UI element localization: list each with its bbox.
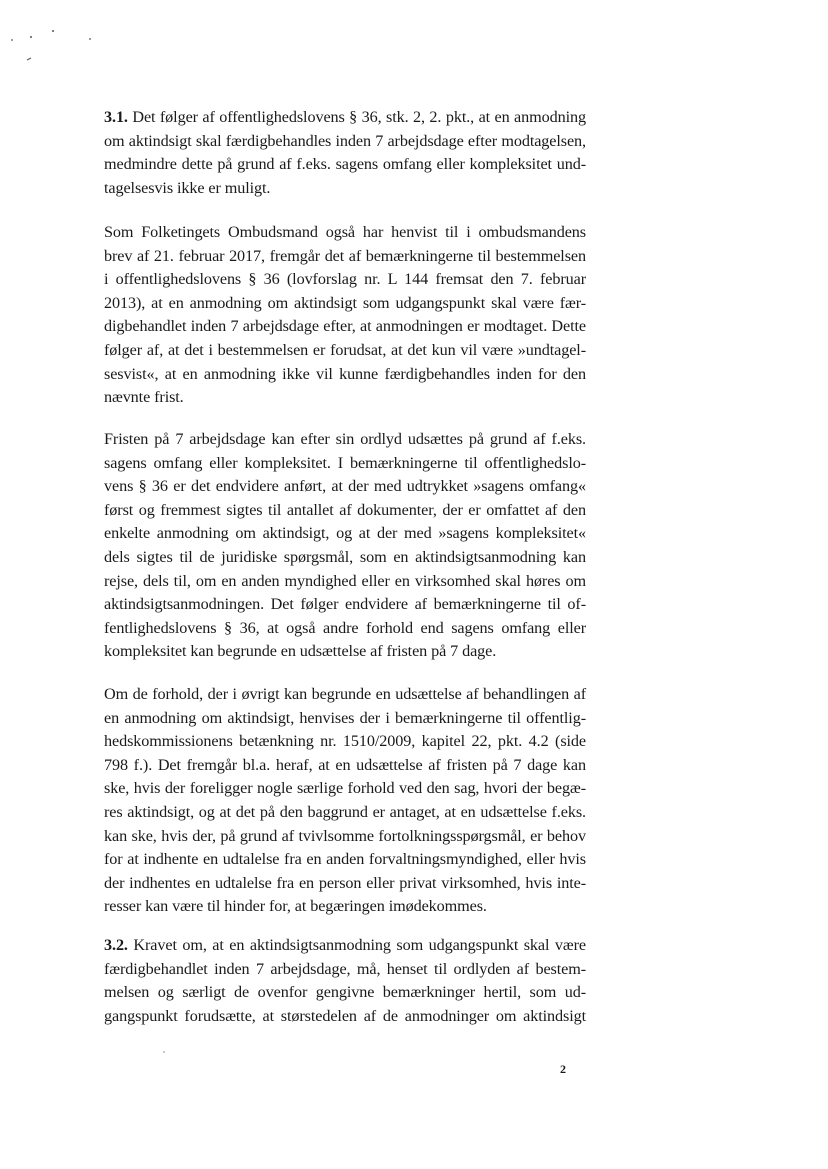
text-line: res aktindsigt, og at det på den baggrund er antaget, at en udsættelse f.eks. <box>104 802 586 821</box>
text-line: vens § 36 er det endvidere anført, at der med udtrykket »sagens omfang« <box>104 477 586 496</box>
text-line: kompleksitet kan begrunde en udsættelse af fristen på 7 dage. <box>104 642 497 661</box>
text-line: rejse, dels til, om en anden myndighed eller en virksomhed skal høres om <box>104 571 586 590</box>
text-line: fentlighedslovens § 36, at også andre forhold end sagens omfang eller <box>104 618 586 637</box>
text-line <box>104 934 586 958</box>
text-line: der indhentes en udtalelse fra en person eller privat virksomhed, hvis inte- <box>104 873 586 892</box>
text-line: Om de forhold, der i øvrigt kan begrunde en udsættelse af behandlingen af <box>104 685 586 703</box>
paragraph-other-circumstances <box>104 683 586 919</box>
text-line: sesvist«, at en anmodning ikke vil kunne færdigbehandles inden for den <box>104 364 586 383</box>
page-number: 2 <box>560 1062 566 1076</box>
paragraph-ombudsman <box>104 221 586 410</box>
text-line: nævnte frist. <box>104 388 184 407</box>
paragraph-3-1 <box>104 106 586 200</box>
text-line: enkelte anmodning om aktindsigt, og at der med »sagens kompleksitet« <box>104 524 586 543</box>
text-line-content: Kravet om, at en aktindsigtsanmodning som udgangspunkt skal være <box>133 936 586 954</box>
text-line: ske, hvis der foreligger nogle særlige forhold ved den sag, hvori der begæ- <box>104 779 586 798</box>
text-line: melsen og særligt de ovenfor gengivne bemærkninger hertil, som ud- <box>104 983 586 1002</box>
text-line: følger af, at det i bestemmelsen er forudsat, at det kun vil være »undtagel- <box>104 340 586 359</box>
text-line <box>104 106 586 130</box>
text-line: dels sigtes til de juridiske spørgsmål, som en aktindsigtsanmodning kan <box>104 547 586 566</box>
text-line: sagens omfang eller kompleksitet. I bemærkningerne til offentlighedslo- <box>104 453 586 472</box>
text-line: for at indhente en udtalelse fra en anden forvaltningsmyndighed, eller hvis <box>104 850 586 869</box>
text-line: i offentlighedslovens § 36 (lovforslag nr. L 144 fremsat den 7. februar <box>104 270 586 289</box>
text-line: færdigbehandlet inden 7 arbejdsdage, må, henset til ordlyden af bestem- <box>104 959 586 978</box>
text-line: medmindre dette på grund af f.eks. sagens omfang eller kompleksitet und- <box>104 155 586 174</box>
text-line: 2013), at en anmodning om aktindsigt som udgangspunkt skal være fær- <box>104 293 586 312</box>
section-number: 3.1. <box>104 108 128 126</box>
text-line: om aktindsigt skal færdigbehandles inden 7 arbejdsdage efter modtagelsen, <box>104 131 586 150</box>
text-line: Fristen på 7 arbejdsdage kan efter sin ordlyd udsættes på grund af f.eks. <box>104 430 586 448</box>
text-line: hedskommissionens betænkning nr. 1510/2009, kapitel 22, pkt. 4.2 (side <box>104 732 586 751</box>
text-line: først og fremmest sigtes til antallet af dokumenter, der er omfattet af den <box>104 500 586 519</box>
text-line-content: Det følger af offentlighedslovens § 36, stk. 2, 2. pkt., at en anmodning <box>132 108 586 126</box>
text-line: Som Folketingets Ombudsmand også har henvist til i ombudsmandens <box>104 223 586 241</box>
paragraph-deadline <box>104 428 586 664</box>
text-line: tagelsesvis ikke er muligt. <box>104 178 271 197</box>
section-number: 3.2. <box>104 936 128 954</box>
paragraph-3-2 <box>104 934 586 1028</box>
text-line: gangspunkt forudsætte, at størstedelen af de anmodninger om aktindsigt <box>104 1006 586 1025</box>
text-line: brev af 21. februar 2017, fremgår det af bemærkningerne til bestemmelsen <box>104 246 586 265</box>
text-line: en anmodning om aktindsigt, henvises der i bemærkningerne til offentlig- <box>104 708 586 727</box>
text-line: kan ske, hvis der, på grund af tvivlsomme fortolkningsspørgsmål, er behov <box>104 826 586 845</box>
text-line: aktindsigtsanmodningen. Det følger endvidere af bemærkningerne til of- <box>104 595 586 614</box>
text-line: 798 f.). Det fremgår bl.a. heraf, at en udsættelse af fristen på 7 dage kan <box>104 755 586 774</box>
text-line: digbehandlet inden 7 arbejdsdage efter, at anmodningen er modtaget. Dette <box>104 317 586 336</box>
text-line: resser kan være til hinder for, at begæringen imødekommes. <box>104 897 487 916</box>
